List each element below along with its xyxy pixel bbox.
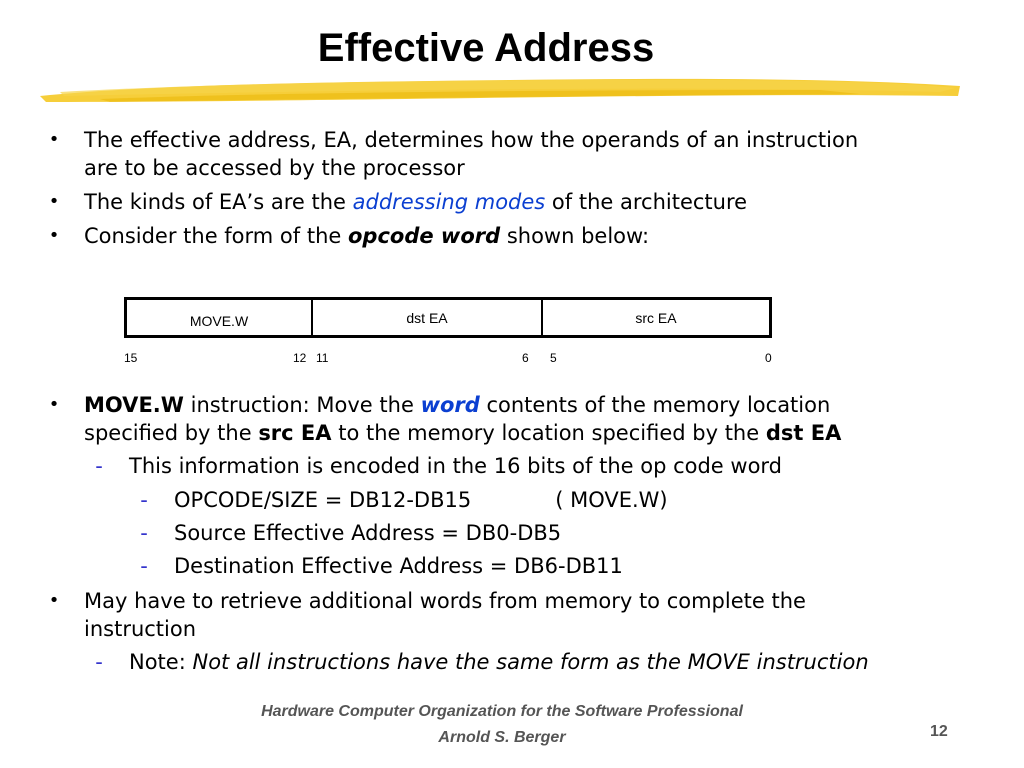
- bullet-dot-icon: •: [48, 394, 60, 415]
- opcode-size-note: ( MOVE.W): [555, 488, 668, 512]
- subbullet-encoded-bits: [95, 452, 783, 480]
- src-ea-emphasis: src EA: [258, 421, 332, 445]
- bullet-text-continued: are to be accessed by the processor: [84, 156, 465, 180]
- page-number: 12: [930, 723, 948, 740]
- opcode-word-diagram: [124, 297, 772, 338]
- bit-label-12: 12: [293, 351, 307, 365]
- bullet-dot-icon: •: [48, 191, 60, 212]
- slide-title: Effective Address: [317, 26, 655, 70]
- move-w-emphasis: MOVE.W: [84, 393, 184, 417]
- bullet-effective-address: [48, 126, 859, 182]
- subsub-opcode-size: [140, 486, 668, 514]
- bullet-text-continued: instruction: [84, 617, 197, 641]
- bullet-text-tail: shown below:: [506, 224, 650, 248]
- note-label: Note:: [129, 650, 186, 674]
- subsub-source-ea: [140, 519, 562, 547]
- source-ea-text: Source Effective Address = DB0-DB5: [174, 521, 562, 545]
- bullet-text: The kinds of EA’s are the: [84, 190, 346, 214]
- bit-label-11: 11: [316, 351, 329, 365]
- dash-bullet-icon: -: [95, 454, 103, 478]
- bit-label-6: 6: [522, 351, 529, 365]
- bullet-dot-icon: •: [48, 225, 60, 246]
- field-opcode-size: MOVE.W: [127, 300, 313, 335]
- bullet-text-line2: specified by the: [84, 421, 252, 445]
- bit-label-5: 5: [550, 351, 557, 365]
- footer-book-title: Hardware Computer Organization for the Software Professional: [261, 703, 743, 720]
- field-src-ea: src EA: [635, 309, 677, 326]
- bullet-dot-icon: •: [48, 129, 60, 150]
- bullet-text: May have to retrieve additional words from memory to complete the: [84, 589, 806, 613]
- opcode-word-emphasis: opcode word: [348, 224, 501, 248]
- field-dst-ea: dst EA: [313, 300, 543, 335]
- bit-label-0: 0: [765, 351, 772, 365]
- bullet-text-line2-mid: to the memory location specified by the: [338, 421, 760, 445]
- bullet-dot-icon: •: [48, 590, 60, 611]
- subbullet-text: This information is encoded in the 16 bits of the op code word: [129, 454, 783, 478]
- title-underline-brushstroke: [40, 70, 962, 110]
- note-text: Not all instructions have the same form as the MOVE instruction: [192, 650, 869, 674]
- bullet-move-w: [48, 391, 842, 447]
- bullet-text: instruction: Move the: [190, 393, 414, 417]
- addressing-modes-emphasis: addressing modes: [352, 190, 546, 214]
- bullet-additional-words: [48, 587, 806, 643]
- subbullet-note: [95, 648, 869, 676]
- bit-label-15: 15: [124, 351, 138, 365]
- bullet-consider-opcode: [48, 222, 650, 250]
- dash-bullet-icon: -: [140, 554, 148, 578]
- word-emphasis: word: [420, 393, 480, 417]
- destination-ea-text: Destination Effective Address = DB6-DB11: [174, 554, 623, 578]
- footer-author: Arnold S. Berger: [438, 729, 566, 746]
- dst-ea-emphasis: dst EA: [765, 421, 842, 445]
- dash-bullet-icon: -: [140, 521, 148, 545]
- dash-bullet-icon: -: [140, 488, 148, 512]
- bullet-kinds-of-ea: [48, 188, 748, 216]
- bullet-text-tail: contents of the memory location: [486, 393, 831, 417]
- slide-footer: [0, 699, 1004, 751]
- opcode-size-text: OPCODE/SIZE = DB12-DB15: [174, 488, 472, 512]
- bullet-text-tail: of the architecture: [551, 190, 748, 214]
- bullet-text: Consider the form of the: [84, 224, 342, 248]
- bullet-text: The effective address, EA, determines how the operands of an instruction: [84, 128, 859, 152]
- subsub-destination-ea: [140, 552, 623, 580]
- dash-bullet-icon: -: [95, 650, 103, 674]
